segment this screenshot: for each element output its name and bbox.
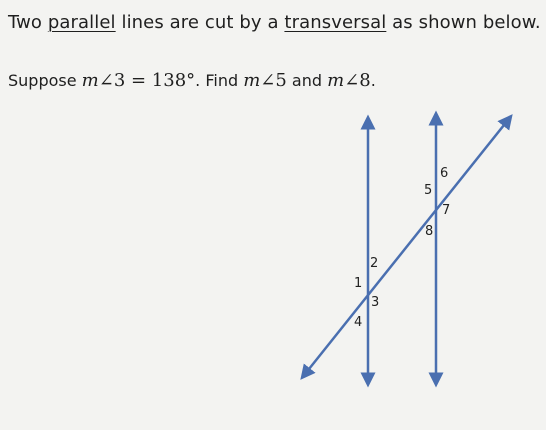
parallel-term-link[interactable]: parallel bbox=[47, 12, 116, 33]
find2-m: m bbox=[327, 70, 345, 91]
angle-label-2: 2 bbox=[370, 256, 379, 271]
find1-m: m bbox=[243, 70, 261, 91]
find-label: . Find bbox=[195, 71, 244, 90]
intro-text-middle: lines are cut by a bbox=[115, 12, 285, 33]
find2-angle: ∠8 bbox=[344, 70, 371, 91]
angle-label-3: 3 bbox=[371, 295, 380, 310]
intro-text-start: Two bbox=[8, 12, 48, 33]
find1-angle: ∠5 bbox=[260, 70, 287, 91]
angle-label-7: 7 bbox=[442, 203, 451, 218]
and-label: and bbox=[286, 71, 328, 90]
given-m: m bbox=[81, 70, 99, 91]
intro-text-end: as shown below. bbox=[386, 12, 541, 33]
end-period: . bbox=[370, 71, 376, 90]
suppose-label: Suppose bbox=[8, 71, 82, 90]
transversal-line bbox=[305, 120, 508, 374]
angle-label-6: 6 bbox=[440, 166, 449, 181]
angle-label-8: 8 bbox=[425, 224, 434, 239]
angle-label-5: 5 bbox=[424, 183, 433, 198]
angle-label-4: 4 bbox=[354, 315, 363, 330]
angle-label-1: 1 bbox=[354, 276, 363, 291]
given-angle-value: ∠3 = 138° bbox=[98, 70, 196, 91]
transversal-term-link[interactable]: transversal bbox=[284, 12, 387, 33]
